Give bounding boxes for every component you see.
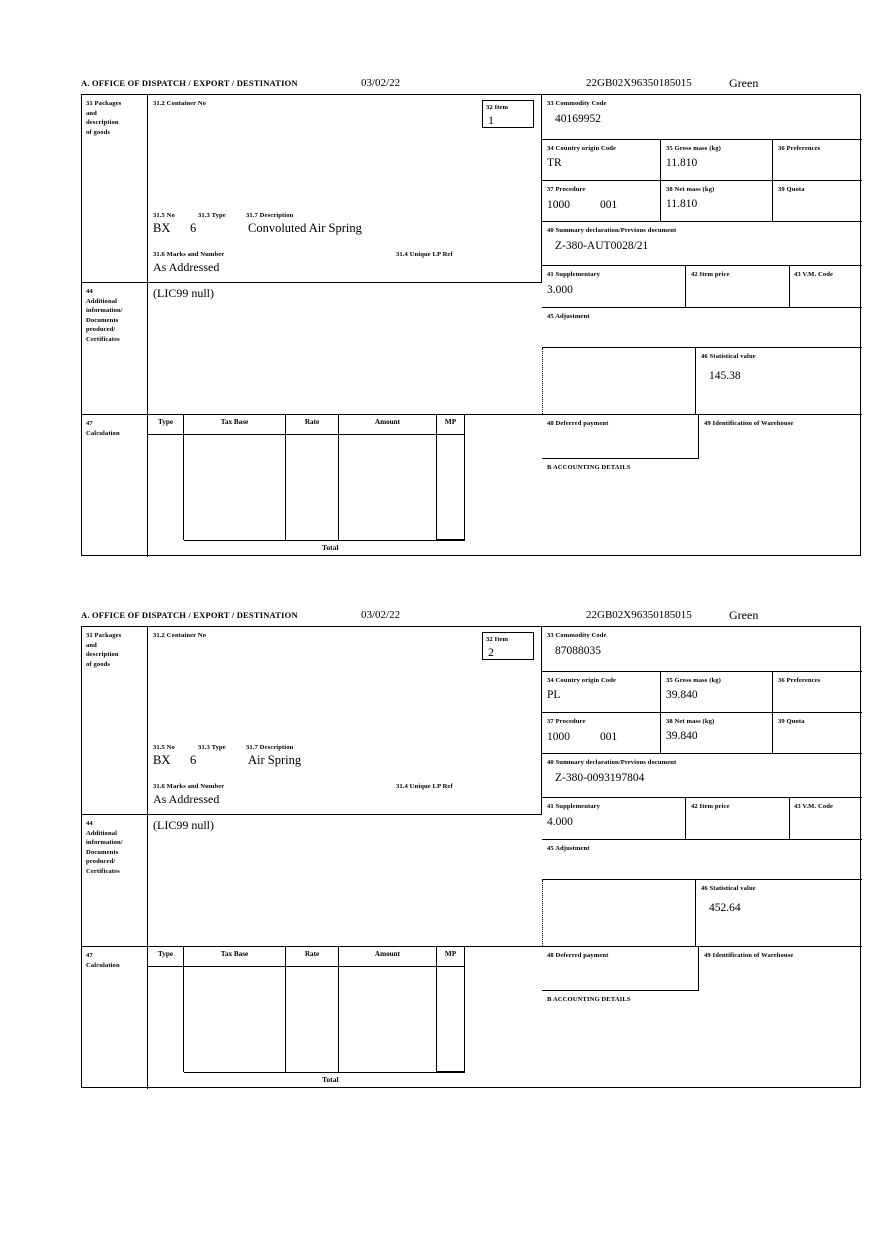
box47-label-line-2-2: Calculation	[86, 961, 120, 969]
box47-total-label-2: Total	[322, 1075, 339, 1084]
box44-label-line-4-2: Documents	[86, 848, 119, 856]
box37-value-b: 001	[600, 199, 618, 211]
box47-col-rate: Rate	[286, 415, 339, 435]
box44-label-line-2-2: Additional	[86, 829, 118, 837]
box35-label-2: 35 Gross mass (kg)	[666, 677, 721, 684]
box39-quota-cell-2	[773, 713, 862, 754]
box45-adjustment-cell-2	[542, 840, 862, 880]
box42-value	[686, 280, 789, 284]
box40-previous-document-cell-2	[542, 754, 862, 798]
box47-col-amount-2: Amount	[339, 947, 437, 967]
box38-net-mass-cell-2	[661, 713, 773, 754]
box31-7-description-label-2: 31.7 Description	[246, 744, 294, 751]
box49-label: 49 Identification of Warehouse	[704, 420, 794, 427]
box31-3-type-label-2: 31.3 Type	[198, 744, 226, 751]
box36-label: 36 Preferences	[778, 145, 821, 152]
box41-supplementary-cell-2	[542, 798, 686, 840]
box31-label-line-1: 31 Packages	[86, 100, 122, 107]
box44-label-line-6-2: Certificates	[86, 867, 120, 875]
box47-body-rate-2	[286, 967, 339, 1072]
box38-label-2: 38 Net mass (kg)	[666, 718, 715, 725]
box36-preferences-cell	[773, 140, 862, 181]
office-of-dispatch-label-2: A. OFFICE OF DISPATCH / EXPORT / DESTINATION	[81, 610, 298, 620]
box35-gross-mass-cell	[661, 140, 773, 181]
box49-warehouse-cell-2	[699, 946, 862, 991]
box47-body-mp	[437, 435, 465, 540]
box44-label-cell	[82, 282, 148, 414]
box31-label-line-4-2: of goods	[86, 660, 111, 668]
box48-label: 48 Deferred payment	[547, 420, 609, 427]
box47-label-cell	[82, 414, 148, 557]
box34-value-2: PL	[547, 688, 561, 701]
box45-label: 45 Adjustment	[547, 313, 590, 320]
boxB-value-2	[542, 1005, 862, 1008]
box31-4-unique-lp-label: 31.4 Unique LP Ref	[396, 251, 453, 258]
box43-value	[790, 280, 862, 284]
declaration-date: 03/02/22	[361, 77, 401, 89]
box32-label-2: 32 Item	[486, 636, 509, 643]
box47-label-line-1-2: 47	[86, 952, 93, 959]
box39-label: 39 Quota	[778, 186, 805, 193]
box47-body-amount	[339, 435, 437, 540]
box40-previous-document-cell	[542, 222, 862, 266]
boxB-accounting-details-cell	[542, 459, 862, 557]
box45-adjustment-cell	[542, 308, 862, 348]
box47-body-tax-base	[184, 435, 286, 540]
box42-label-2: 42 Item price	[691, 803, 730, 810]
box35-value: 11.810	[666, 156, 698, 169]
routing-lane-2: Green	[729, 608, 759, 622]
box31-label-cell-2	[82, 627, 148, 814]
movement-reference-number-2: 22GB02X96350185015	[586, 609, 692, 621]
box44-label-line-3-2: information/	[86, 839, 123, 846]
box31-6-marks-label-2: 31.6 Marks and Number	[153, 783, 225, 790]
box47-col-tax-base-2: Tax Base	[184, 947, 286, 967]
declaration-date-2: 03/02/22	[361, 609, 401, 621]
box43-vm-code-cell	[790, 266, 862, 308]
box38-net-mass-cell	[661, 181, 773, 222]
box31-6-marks-value: As Addressed	[153, 260, 220, 274]
box38-value: 11.810	[666, 197, 698, 210]
box34-label: 34 Country origin Code	[547, 145, 617, 152]
box31-2-container-label-2: 31.2 Container No	[153, 632, 207, 639]
box47-body-mp-2	[437, 967, 465, 1072]
box46-statistical-value-cell-2	[695, 880, 862, 946]
box46-value-2: 452.64	[709, 901, 741, 914]
box32-value-2: 2	[488, 644, 494, 659]
box41-label-2: 41 Supplementary	[547, 803, 601, 810]
box47-col-amount: Amount	[339, 415, 437, 435]
box47-col-mp: MP	[437, 415, 465, 435]
box47-col-type: Type	[148, 415, 184, 435]
box39-value	[773, 195, 862, 198]
box44-label-line-1: 44	[86, 288, 93, 295]
boxB-accounting-details-cell-2	[542, 991, 862, 1089]
box47-label-cell-2	[82, 946, 148, 1089]
box37-value-a-2: 1000	[547, 731, 570, 743]
box47-col-rate-2: Rate	[286, 947, 339, 967]
box31-label-line-1-2: 31 Packages	[86, 632, 122, 639]
box49-warehouse-cell	[699, 414, 862, 459]
box32-item-cell	[482, 100, 534, 128]
box41-supplementary-cell	[542, 266, 686, 308]
customs-declaration-form-2	[81, 610, 861, 1088]
box44-content-cell	[148, 282, 542, 414]
box48-deferred-payment-cell	[542, 414, 699, 459]
box44-label-line-2: Additional	[86, 297, 118, 305]
box49-value	[699, 429, 862, 432]
box45-value	[542, 322, 862, 325]
routing-lane: Green	[729, 76, 759, 90]
box37-label-2: 37 Procedure	[547, 718, 586, 725]
box47-label-line-1: 47	[86, 420, 93, 427]
box34-label-2: 34 Country origin Code	[547, 677, 617, 684]
box31-3-type-value: BX	[153, 221, 171, 235]
box41-value: 3.000	[547, 283, 573, 296]
customs-declaration-form-1	[81, 78, 861, 556]
box49-label-2: 49 Identification of Warehouse	[704, 952, 794, 959]
box44-label-line-6: Certificates	[86, 335, 120, 343]
box31-4-unique-lp-label-2: 31.4 Unique LP Ref	[396, 783, 453, 790]
box43-vm-code-cell-2	[790, 798, 862, 840]
box38-label: 38 Net mass (kg)	[666, 186, 715, 193]
box31-2-container-label: 31.2 Container No	[153, 100, 207, 107]
box37-procedure-cell	[542, 181, 661, 222]
box33-commodity-code-cell	[542, 95, 862, 140]
boxB-label-2: B ACCOUNTING DETAILS	[547, 996, 631, 1003]
box43-label-2: 43 V.M. Code	[794, 803, 834, 810]
box47-total-row-2	[184, 1072, 465, 1090]
box36-value	[773, 154, 862, 157]
box47-col-type-2: Type	[148, 947, 184, 967]
box46-value: 145.38	[709, 369, 741, 382]
box42-item-price-cell	[686, 266, 790, 308]
box37-value-b-2: 001	[600, 731, 618, 743]
box39-label-2: 39 Quota	[778, 718, 805, 725]
box46-spacer-cell-2	[542, 880, 695, 946]
box38-value-2: 39.840	[666, 729, 698, 742]
box37-value-a: 1000	[547, 199, 570, 211]
box36-value-2	[773, 686, 862, 689]
box40-value: Z-380-AUT0028/21	[555, 239, 649, 252]
box41-label: 41 Supplementary	[547, 271, 601, 278]
box34-country-origin-cell	[542, 140, 661, 181]
box39-quota-cell	[773, 181, 862, 222]
box44-label-line-5-2: produced/	[86, 858, 116, 865]
box31-label-line-2-2: and	[86, 641, 97, 649]
box47-calculation-table	[148, 414, 542, 557]
box48-value-2	[542, 961, 698, 964]
form-header	[81, 78, 861, 94]
declaration-body-1	[81, 94, 861, 556]
box44-value: (LIC99 null)	[153, 286, 214, 300]
box34-value: TR	[547, 156, 562, 169]
box31-7-description-value-2: Air Spring	[248, 753, 302, 767]
box37-procedure-cell-2	[542, 713, 661, 754]
box32-value: 1	[488, 112, 494, 127]
box44-label-line-4: Documents	[86, 316, 119, 324]
box47-label-line-2: Calculation	[86, 429, 120, 437]
box39-value-2	[773, 727, 862, 730]
box43-label: 43 V.M. Code	[794, 271, 834, 278]
box31-label-line-2: and	[86, 109, 97, 117]
box42-label: 42 Item price	[691, 271, 730, 278]
box47-total-label: Total	[322, 543, 339, 552]
box31-6-marks-value-2: As Addressed	[153, 792, 220, 806]
box31-label-line-4: of goods	[86, 128, 111, 136]
box31-3-type-label: 31.3 Type	[198, 212, 226, 219]
box43-value-2	[790, 812, 862, 816]
box36-preferences-cell-2	[773, 672, 862, 713]
box41-value-2: 4.000	[547, 815, 573, 828]
box47-calculation-table-2	[148, 946, 542, 1089]
box44-value-2: (LIC99 null)	[153, 818, 214, 832]
box44-label-line-1-2: 44	[86, 820, 93, 827]
box46-spacer-cell	[542, 348, 695, 414]
box44-label-line-3: information/	[86, 307, 123, 314]
box47-body-type-2	[148, 967, 184, 1072]
box47-total-row	[184, 540, 465, 558]
box40-label-2: 40 Summary declaration/Previous document	[547, 759, 677, 766]
box33-label: 33 Commodity Code	[547, 100, 607, 107]
box46-statistical-value-cell	[695, 348, 862, 414]
form-header-2	[81, 610, 861, 626]
box47-col-mp-2: MP	[437, 947, 465, 967]
box32-item-cell-2	[482, 632, 534, 660]
box40-label: 40 Summary declaration/Previous document	[547, 227, 677, 234]
box33-value: 40169952	[555, 112, 601, 125]
box31-7-description-label: 31.7 Description	[246, 212, 294, 219]
box31-3-type-value-2: BX	[153, 753, 171, 767]
box47-body-type	[148, 435, 184, 540]
box35-value-2: 39.840	[666, 688, 698, 701]
box42-value-2	[686, 812, 789, 816]
box47-body-rate	[286, 435, 339, 540]
box48-label-2: 48 Deferred payment	[547, 952, 609, 959]
box37-label: 37 Procedure	[547, 186, 586, 193]
boxB-value	[542, 473, 862, 476]
box47-col-tax-base: Tax Base	[184, 415, 286, 435]
box31-label-cell	[82, 95, 148, 282]
box46-label-2: 46 Statistical value	[701, 885, 756, 892]
box33-commodity-code-cell-2	[542, 627, 862, 672]
box40-value-2: Z-380-0093197804	[555, 771, 645, 784]
movement-reference-number: 22GB02X96350185015	[586, 77, 692, 89]
box47-body-amount-2	[339, 967, 437, 1072]
box31-6-marks-label: 31.6 Marks and Number	[153, 251, 225, 258]
box32-label: 32 Item	[486, 104, 509, 111]
box47-body-tax-base-2	[184, 967, 286, 1072]
box36-label-2: 36 Preferences	[778, 677, 821, 684]
box31-7-description-value: Convoluted Air Spring	[248, 221, 362, 235]
box31-5-no-value: 6	[190, 221, 197, 235]
box33-label-2: 33 Commodity Code	[547, 632, 607, 639]
declaration-body-2	[81, 626, 861, 1088]
box31-label-line-3-2: description	[86, 651, 119, 658]
box44-label-line-5: produced/	[86, 326, 116, 333]
box44-label-cell-2	[82, 814, 148, 946]
boxB-label: B ACCOUNTING DETAILS	[547, 464, 631, 471]
box42-item-price-cell-2	[686, 798, 790, 840]
box34-country-origin-cell-2	[542, 672, 661, 713]
box31-5-no-label: 31.5 No	[153, 212, 175, 219]
box45-value-2	[542, 854, 862, 857]
box48-value	[542, 429, 698, 432]
box45-label-2: 45 Adjustment	[547, 845, 590, 852]
box48-deferred-payment-cell-2	[542, 946, 699, 991]
box35-label: 35 Gross mass (kg)	[666, 145, 721, 152]
box31-label-line-3: description	[86, 119, 119, 126]
box31-5-no-value-2: 6	[190, 753, 197, 767]
box33-value-2: 87088035	[555, 644, 601, 657]
box35-gross-mass-cell-2	[661, 672, 773, 713]
box49-value-2	[699, 961, 862, 964]
office-of-dispatch-label: A. OFFICE OF DISPATCH / EXPORT / DESTINATION	[81, 78, 298, 88]
box44-content-cell-2	[148, 814, 542, 946]
box31-5-no-label-2: 31.5 No	[153, 744, 175, 751]
box46-label: 46 Statistical value	[701, 353, 756, 360]
